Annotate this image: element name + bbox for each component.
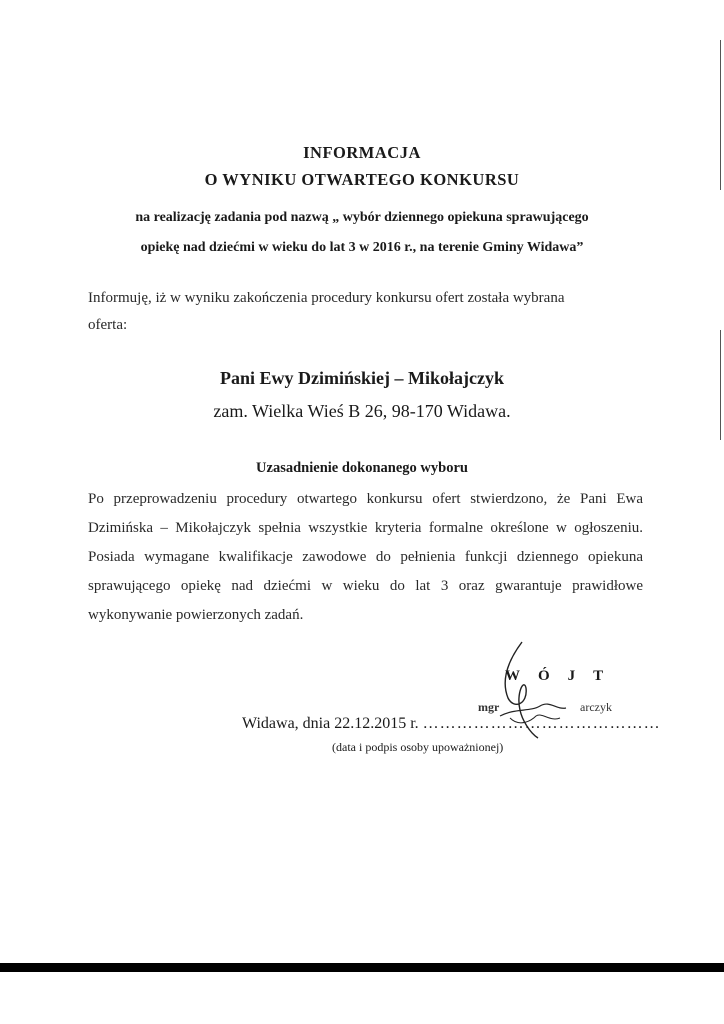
- signatory-surname: arczyk: [580, 700, 612, 714]
- signatory-title: WÓJT: [505, 668, 622, 684]
- justification-heading: Uzasadnienie dokonanego wyboru: [256, 460, 468, 476]
- task-subject: [0, 203, 724, 263]
- signatory-degree: mgr: [478, 700, 500, 714]
- document-title: INFORMACJA: [303, 143, 421, 162]
- task-subject-line: na realizację zadania pod nazwą „ wybór dziennego opiekuna sprawującego: [135, 210, 589, 225]
- document-subtitle: O WYNIKU OTWARTEGO KONKURSU: [204, 170, 520, 189]
- winner-address: zam. Wielka Wieś B 26, 98-170 Widawa.: [213, 401, 511, 421]
- signature-caption: (data i podpis osoby upoważnionej): [332, 740, 504, 754]
- intro-paragraph: [88, 285, 644, 339]
- place-date-line: [242, 715, 661, 733]
- intro-line: oferta:: [88, 317, 128, 333]
- place-date: Widawa, dnia 22.12.2015 r.: [242, 715, 419, 732]
- task-subject-line: opiekę nad dziećmi w wieku do lat 3 w 2016 r., na terenie Gminy Widawa”: [140, 240, 584, 255]
- justification-text: Po przeprowadzeniu procedury otwartego konkursu ofert stwierdzono, że Pani Ewa Dzimińska – Mikołajczyk spełnia wszystkie kryteria formalne określone w ogłoszeniu. Posiada wymagane kwalifikacje zawodowe do pełnienia funkcji dziennego opiekuna sprawującego opiekę nad dziećmi w wieku do lat 3 oraz gwarantuje prawidłowe wykonywanie powierzonych zadań.: [88, 491, 643, 623]
- signature-dotted-line: ……………………………………: [422, 715, 661, 732]
- winner-name: Pani Ewy Dzimińskiej – Mikołajczyk: [220, 368, 504, 388]
- intro-line: Informuję, iż w wyniku zakończenia procedury konkursu ofert została wybrana: [88, 290, 565, 306]
- scan-edge-line: [720, 40, 721, 190]
- scan-footer-bar: [0, 963, 724, 972]
